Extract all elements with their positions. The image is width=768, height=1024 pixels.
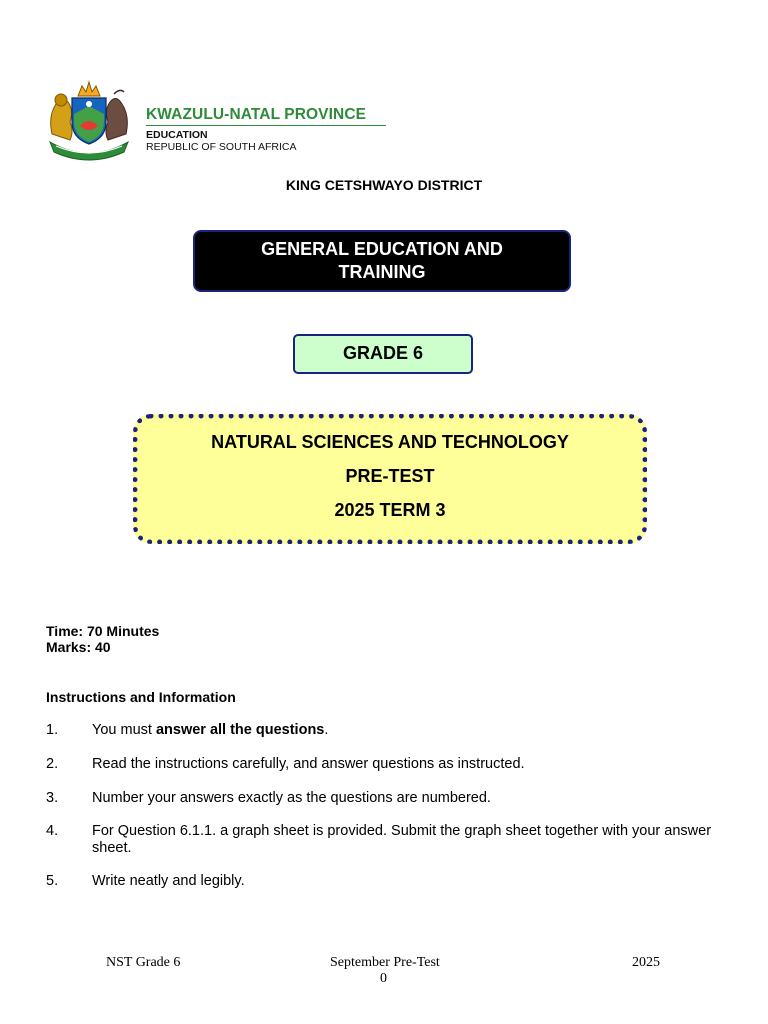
instruction-text: For Question 6.1.1. a graph sheet is provided. Submit the graph sheet together with your answer sheet.: [92, 823, 712, 856]
province-name: KWAZULU-NATAL PROVINCE: [146, 106, 367, 123]
instruction-item: [46, 873, 726, 890]
grade-box: GRADE 6: [293, 334, 473, 374]
instruction-number: 1.: [46, 722, 59, 738]
test-type: PRE-TEST: [345, 466, 435, 486]
instruction-text: Write neatly and legibly.: [92, 873, 245, 889]
subject-name: NATURAL SCIENCES AND TECHNOLOGY: [211, 432, 569, 452]
instruction-text-end: .: [324, 722, 329, 738]
header-rule: [146, 125, 386, 126]
footer-test-name: September Pre-Test: [330, 955, 440, 970]
instruction-number: 4.: [46, 823, 59, 839]
instruction-item: [46, 790, 726, 807]
instruction-item: [46, 756, 726, 773]
instruction-text: You must: [92, 722, 156, 738]
education-band-box: [193, 230, 571, 292]
instructions-heading: Instructions and Information: [46, 689, 236, 705]
department-label: EDUCATION: [146, 129, 208, 141]
instruction-number: 2.: [46, 756, 59, 772]
instruction-text: Read the instructions carefully, and answer questions as instructed.: [92, 756, 525, 772]
country-label: REPUBLIC OF SOUTH AFRICA: [146, 141, 297, 153]
instruction-number: 3.: [46, 790, 59, 806]
district-name: KING CETSHWAYO DISTRICT: [285, 177, 483, 193]
term-label: 2025 TERM 3: [334, 500, 446, 520]
page-number: 0: [380, 971, 387, 986]
education-band-label: GENERAL EDUCATION AND TRAINING: [261, 239, 503, 282]
instruction-number: 5.: [46, 873, 59, 889]
instruction-item: [46, 823, 726, 857]
exam-time: Time: 70 Minutes: [46, 623, 160, 639]
footer-year: 2025: [632, 955, 660, 970]
instruction-emphasis: answer all the questions: [155, 722, 325, 738]
exam-marks: Marks: 40: [46, 639, 111, 655]
subject-box: [133, 414, 647, 544]
footer-subject: NST Grade 6: [106, 955, 181, 970]
coat-of-arms-icon: [44, 76, 134, 162]
instruction-item: [46, 722, 726, 739]
instruction-text: Number your answers exactly as the questions are numbered.: [92, 790, 491, 806]
